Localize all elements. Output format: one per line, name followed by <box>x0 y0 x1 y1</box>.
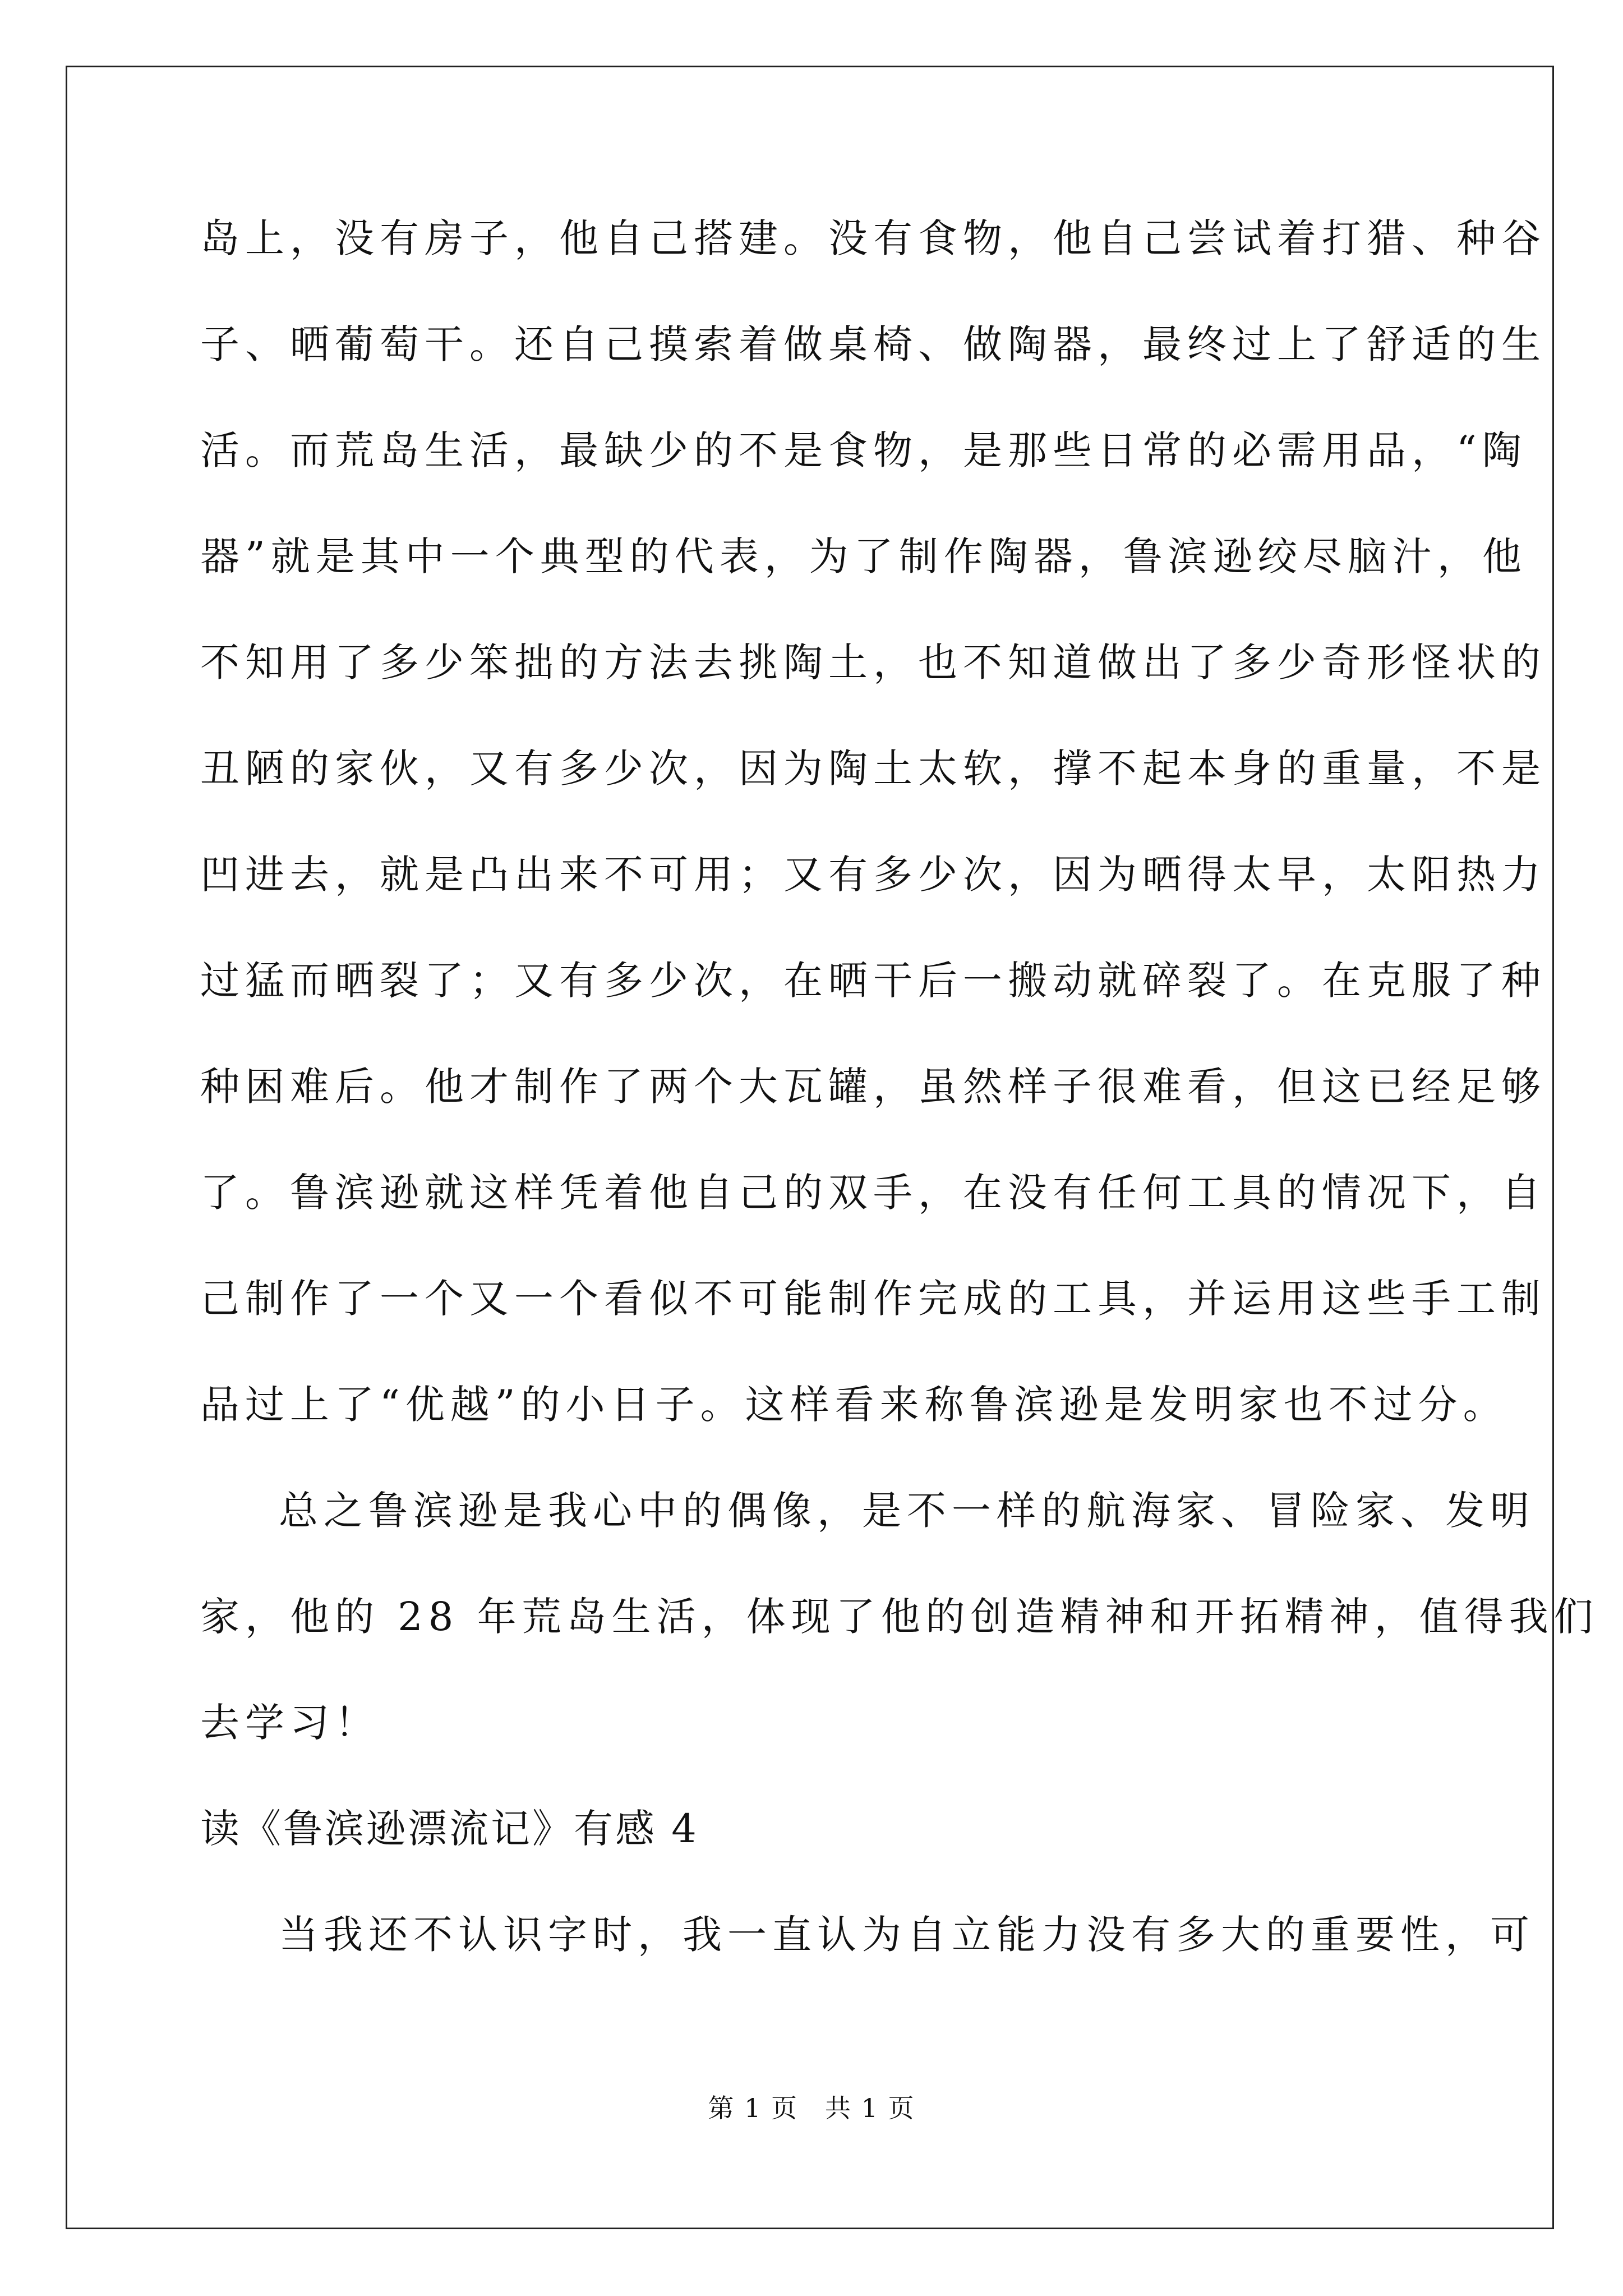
text-line: 己制作了一个又一个看似不可能制作完成的工具，并运用这些手工制 <box>200 1276 1546 1322</box>
page-number-footer: 第 1 页 共 1 页 <box>708 2093 915 2123</box>
text-line: 过猛而晒裂了；又有多少次，在晒干后一搬动就碎裂了。在克服了种 <box>200 958 1546 1004</box>
text-line: 家，他的 28 年荒岛生活，体现了他的创造精神和开拓精神，值得我们 <box>200 1594 1599 1640</box>
document-body <box>200 205 1599 2007</box>
text-line: 活。而荒岛生活，最缺少的不是食物，是那些日常的必需用品，“陶 <box>200 427 1527 473</box>
text-line: 品过上了“优越”的小日子。这样看来称鲁滨逊是发明家也不过分。 <box>200 1382 1508 1428</box>
text-line: 丑陋的家伙，又有多少次，因为陶土太软，撑不起本身的重量，不是 <box>200 746 1546 792</box>
text-line: 不知用了多少笨拙的方法去挑陶土，也不知道做出了多少奇形怪状的 <box>200 639 1546 685</box>
section-heading: 读《鲁滨逊漂流记》有感 4 <box>200 1806 699 1852</box>
text-line: 去学习！ <box>200 1700 380 1746</box>
paragraph-first-line: 当我还不认识字时，我一直认为自立能力没有多大的重要性，可 <box>279 1912 1535 1958</box>
text-line: 器”就是其中一个典型的代表，为了制作陶器，鲁滨逊绞尽脑汁，他 <box>200 533 1527 579</box>
text-line: 岛上，没有房子，他自己搭建。没有食物，他自己尝试着打猎、种谷 <box>200 215 1546 261</box>
text-line: 子、晒葡萄干。还自己摸索着做桌椅、做陶器，最终过上了舒适的生 <box>200 321 1546 367</box>
paragraph-first-line: 总之鲁滨逊是我心中的偶像，是不一样的航海家、冒险家、发明 <box>279 1488 1535 1534</box>
text-line: 了。鲁滨逊就这样凭着他自己的双手，在没有任何工具的情况下，自 <box>200 1170 1546 1216</box>
text-line: 凹进去，就是凸出来不可用；又有多少次，因为晒得太早，太阳热力 <box>200 852 1546 898</box>
text-line: 种困难后。他才制作了两个大瓦罐，虽然样子很难看，但这已经足够 <box>200 1064 1546 1110</box>
